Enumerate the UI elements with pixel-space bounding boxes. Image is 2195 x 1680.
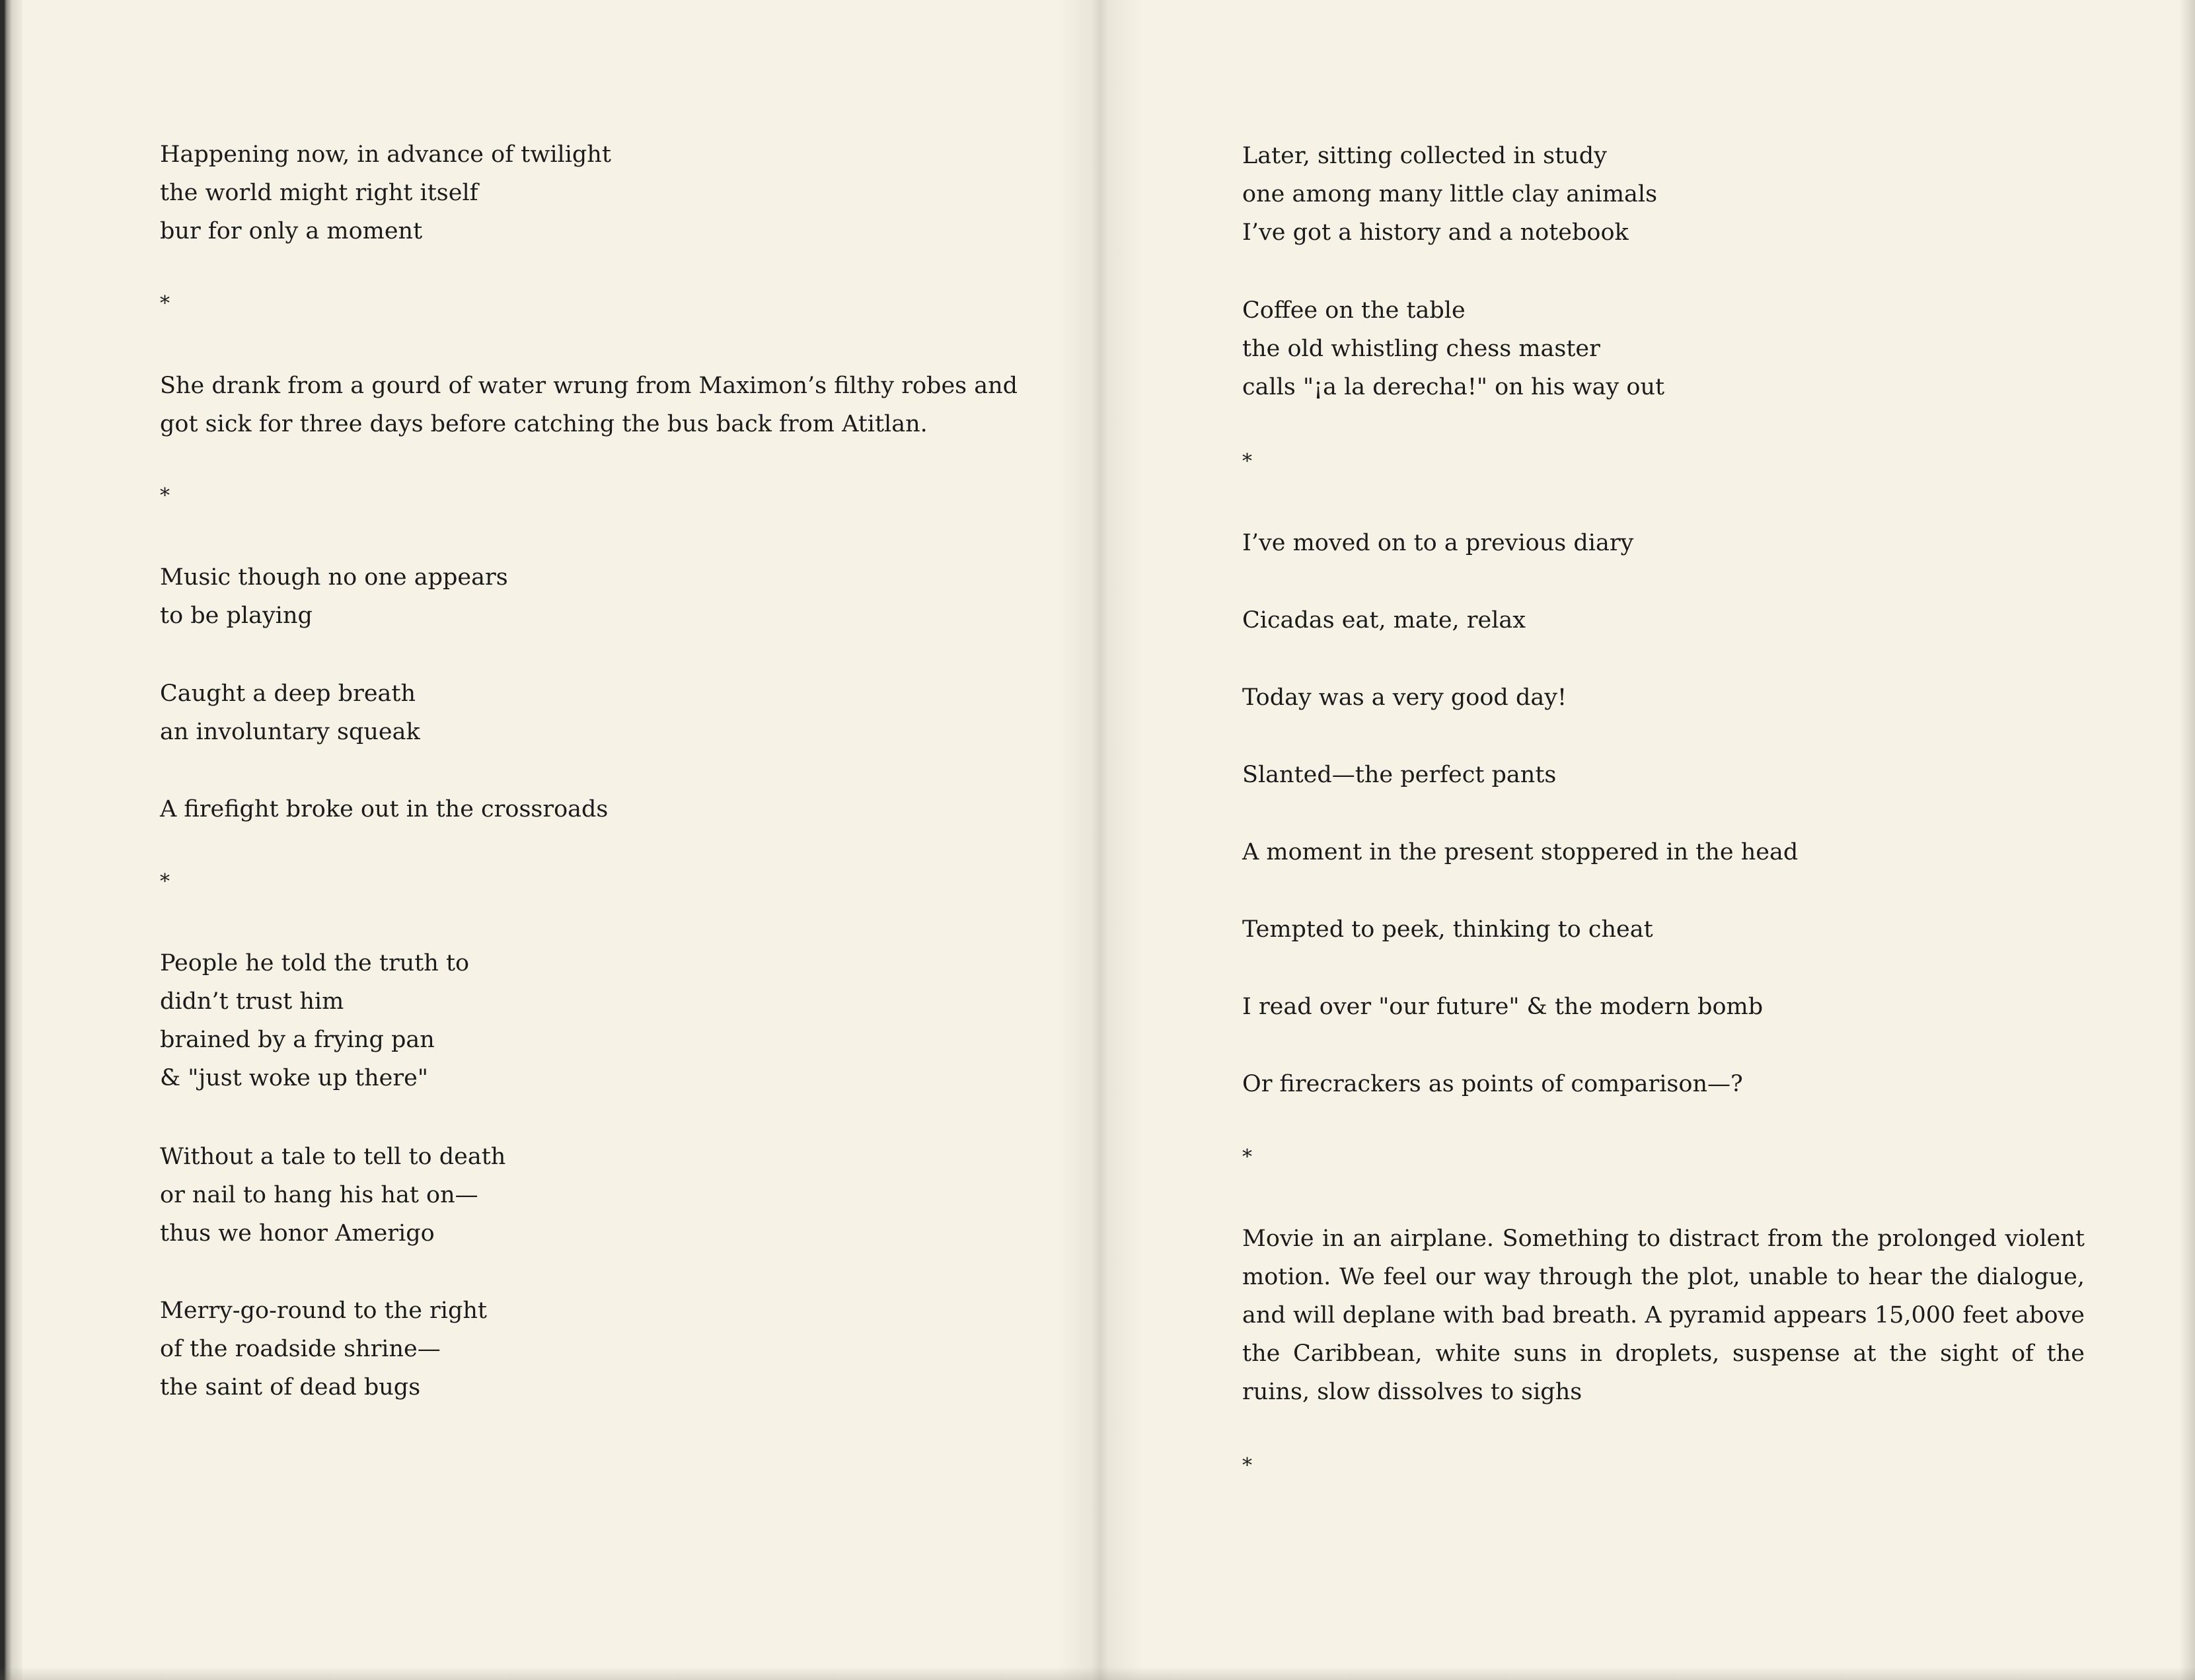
poem-line: I’ve got a history and a notebook <box>1242 219 1629 246</box>
line-moment <box>1242 833 1798 871</box>
poem-line: Coffee on the table <box>1242 297 1466 324</box>
stanza-firefight <box>160 790 608 828</box>
prose-line: She drank from a gourd of water wrung from Maximon’s filthy robes and <box>160 373 1018 399</box>
poem-line: an involuntary squeak <box>160 719 420 745</box>
stanza-later <box>1242 137 1657 252</box>
poem-line: People he told the truth to <box>160 950 470 976</box>
center-gutter <box>1057 0 1143 1680</box>
line-tempted <box>1242 910 1653 949</box>
poem-line: one among many little clay animals <box>1242 181 1658 207</box>
poem-line: & "just woke up there" <box>160 1065 428 1091</box>
stanza-tale <box>160 1138 505 1253</box>
stanza-merry-go-round <box>160 1292 487 1406</box>
line-future <box>1242 988 1763 1026</box>
poem-line: Tempted to peek, thinking to cheat <box>1242 916 1653 943</box>
poem-line: Today was a very good day! <box>1242 684 1567 711</box>
poem-line: Cicadas eat, mate, relax <box>1242 607 1526 634</box>
poem-line: of the roadside shrine— <box>160 1336 441 1362</box>
poem-line: bur for only a moment <box>160 218 423 244</box>
poem-line: I read over "our future" & the modern bomb <box>1242 994 1764 1020</box>
stanza-people <box>160 944 469 1097</box>
line-good-day <box>1242 678 1567 717</box>
section-separator: * <box>160 292 170 315</box>
prose-movie: Movie in an airplane. Something to distract from the prolonged violent motion. We feel our way through the plot, unable to hear the dialogue, and will deplane with bad breath. A pyramid appears 15,000 feet above the Caribbean, white suns in droplets, suspense at the sight of the ruins, slow dissolves to sighs <box>1242 1225 2085 1405</box>
poem-line: or nail to hang his hat on— <box>160 1182 478 1208</box>
line-firecrackers <box>1242 1065 1743 1103</box>
section-separator: * <box>160 870 170 893</box>
poem-line: Music though no one appears <box>160 564 508 591</box>
section-separator: * <box>1242 450 1252 473</box>
poem-line: thus we honor Amerigo <box>160 1220 435 1247</box>
poem-line: Without a tale to tell to death <box>160 1144 506 1170</box>
poem-line: the world might right itself <box>160 180 478 206</box>
poem-line: Slanted—the perfect pants <box>1242 762 1557 788</box>
poem-line: Caught a deep breath <box>160 680 416 707</box>
left-binding-edge <box>0 0 22 1680</box>
line-cicadas <box>1242 601 1526 639</box>
bottom-page-edge <box>0 1667 2195 1680</box>
poem-twilight <box>160 135 611 250</box>
section-separator: * <box>1242 1454 1252 1477</box>
poem-line: Happening now, in advance of twilight <box>160 141 611 168</box>
stanza-breath <box>160 675 420 751</box>
poem-line: didn’t trust him <box>160 988 344 1015</box>
poem-line: Merry-go-round to the right <box>160 1297 487 1324</box>
stanza-coffee <box>1242 291 1664 406</box>
prose-gourd <box>160 367 1018 443</box>
poem-line: to be playing <box>160 603 313 629</box>
poem-line: the old whistling chess master <box>1242 336 1600 362</box>
poem-line: Or firecrackers as points of comparison—? <box>1242 1071 1743 1097</box>
prose-line: got sick for three days before catching the bus back from Atitlan. <box>160 411 928 437</box>
right-page-edge <box>2179 0 2195 1680</box>
poem-line: the saint of dead bugs <box>160 1374 421 1401</box>
section-separator: * <box>1242 1146 1252 1169</box>
stanza-music <box>160 558 508 635</box>
section-separator: * <box>160 484 170 507</box>
poem-line: brained by a frying pan <box>160 1027 435 1053</box>
line-slanted <box>1242 756 1556 794</box>
poem-line: calls "¡a la derecha!" on his way out <box>1242 374 1665 400</box>
poem-line: A firefight broke out in the crossroads <box>160 796 609 822</box>
poem-line: Later, sitting collected in study <box>1242 143 1607 169</box>
line-diary <box>1242 524 1633 562</box>
poem-line: A moment in the present stoppered in the head <box>1242 839 1799 865</box>
poem-line: I’ve moved on to a previous diary <box>1242 530 1634 556</box>
